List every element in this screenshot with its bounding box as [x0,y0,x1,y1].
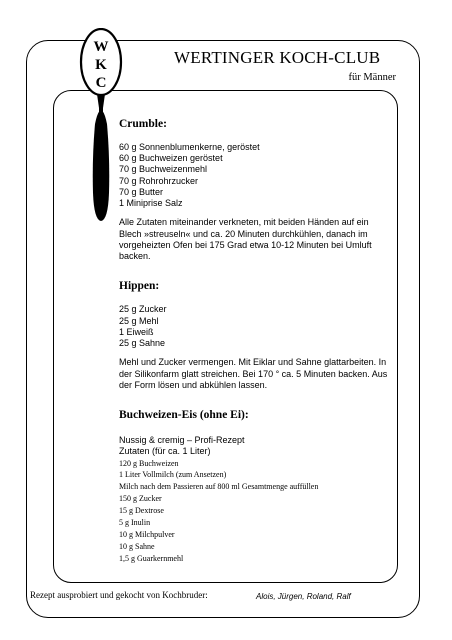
ingredient-item: 1 Liter Vollmilch (zum Ansetzen) [119,470,227,480]
ingredient-item: 10 g Milchpulver [119,529,175,539]
ingredient-list-crumble [119,142,391,209]
section-heading-hippen: Hippen: [119,280,160,293]
ingredient-item: 5 g Inulin [119,518,151,528]
ingredient-item: 70 g Buchweizenmehl [119,164,208,175]
recipe-intro-line: Zutaten (für ca. 1 Liter) [119,446,211,457]
ingredient-item: 60 g Buchweizen geröstet [119,153,223,164]
ingredient-item: 1 Miniprise Salz [119,198,183,209]
club-title: WERTINGER KOCH-CLUB [174,48,381,67]
logo-letter-k: K [95,57,107,73]
ingredient-item: 60 g Sonnenblumenkerne, geröstet [119,142,260,152]
footer-label: Rezept ausprobiert und gekocht von Kochbruder: [30,590,208,600]
instructions-crumble: Alle Zutaten miteinander verkneten, mit beiden Händen auf ein Blech »streuseln« und ca. 20 Minuten durchkühlen, danach im vorgeheizten Ofen bei 175 Grad etwa 10-12 Minuten bei Umluft backen. [119,217,372,262]
section-heading-buchweizen-eis: Buchweizen-Eis (ohne Ei): [119,409,249,422]
recipe-intro-line: Nussig & cremig – Profi-Rezept [119,435,245,446]
ingredient-list-buchweizen-eis [119,458,391,565]
logo-letter-w: W [93,39,109,55]
ingredient-item: 25 g Sahne [119,338,166,349]
recipe-content [119,118,391,565]
ingredient-list-hippen [119,304,391,349]
instructions-hippen: Mehl und Zucker vermengen. Mit Eiklar und Sahne glattarbeiten. In der Silikonfarm glatt streichen. Bei 170 ° ca. 5 Minuten backen. Aus der Form lösen und abkühlen lassen. [119,357,388,390]
ingredient-item: 120 g Buchweizen [119,458,179,468]
footer-cooks-names: Alois, Jürgen, Roland, Ralf [256,592,351,601]
ingredient-item: 25 g Mehl [119,315,159,326]
ingredient-item: 70 g Rohrohrzucker [119,175,199,186]
section-heading-crumble: Crumble: [119,118,167,130]
club-subtitle: für Männer [348,72,396,83]
logo-letter-c: C [95,75,107,91]
ingredient-item: 15 g Dextrose [119,506,164,516]
ingredient-item: 70 g Butter [119,186,164,197]
ingredient-item: 10 g Sahne [119,541,155,551]
ingredient-item: 1,5 g Guarkernmehl [119,553,184,563]
ingredient-item: 1 Eiweiß [119,326,154,337]
ingredient-item: 150 g Zucker [119,494,162,504]
ingredient-item: Milch nach dem Passieren auf 800 ml Gesamtmenge auffüllen [119,482,319,492]
ingredient-item: 25 g Zucker [119,304,167,315]
